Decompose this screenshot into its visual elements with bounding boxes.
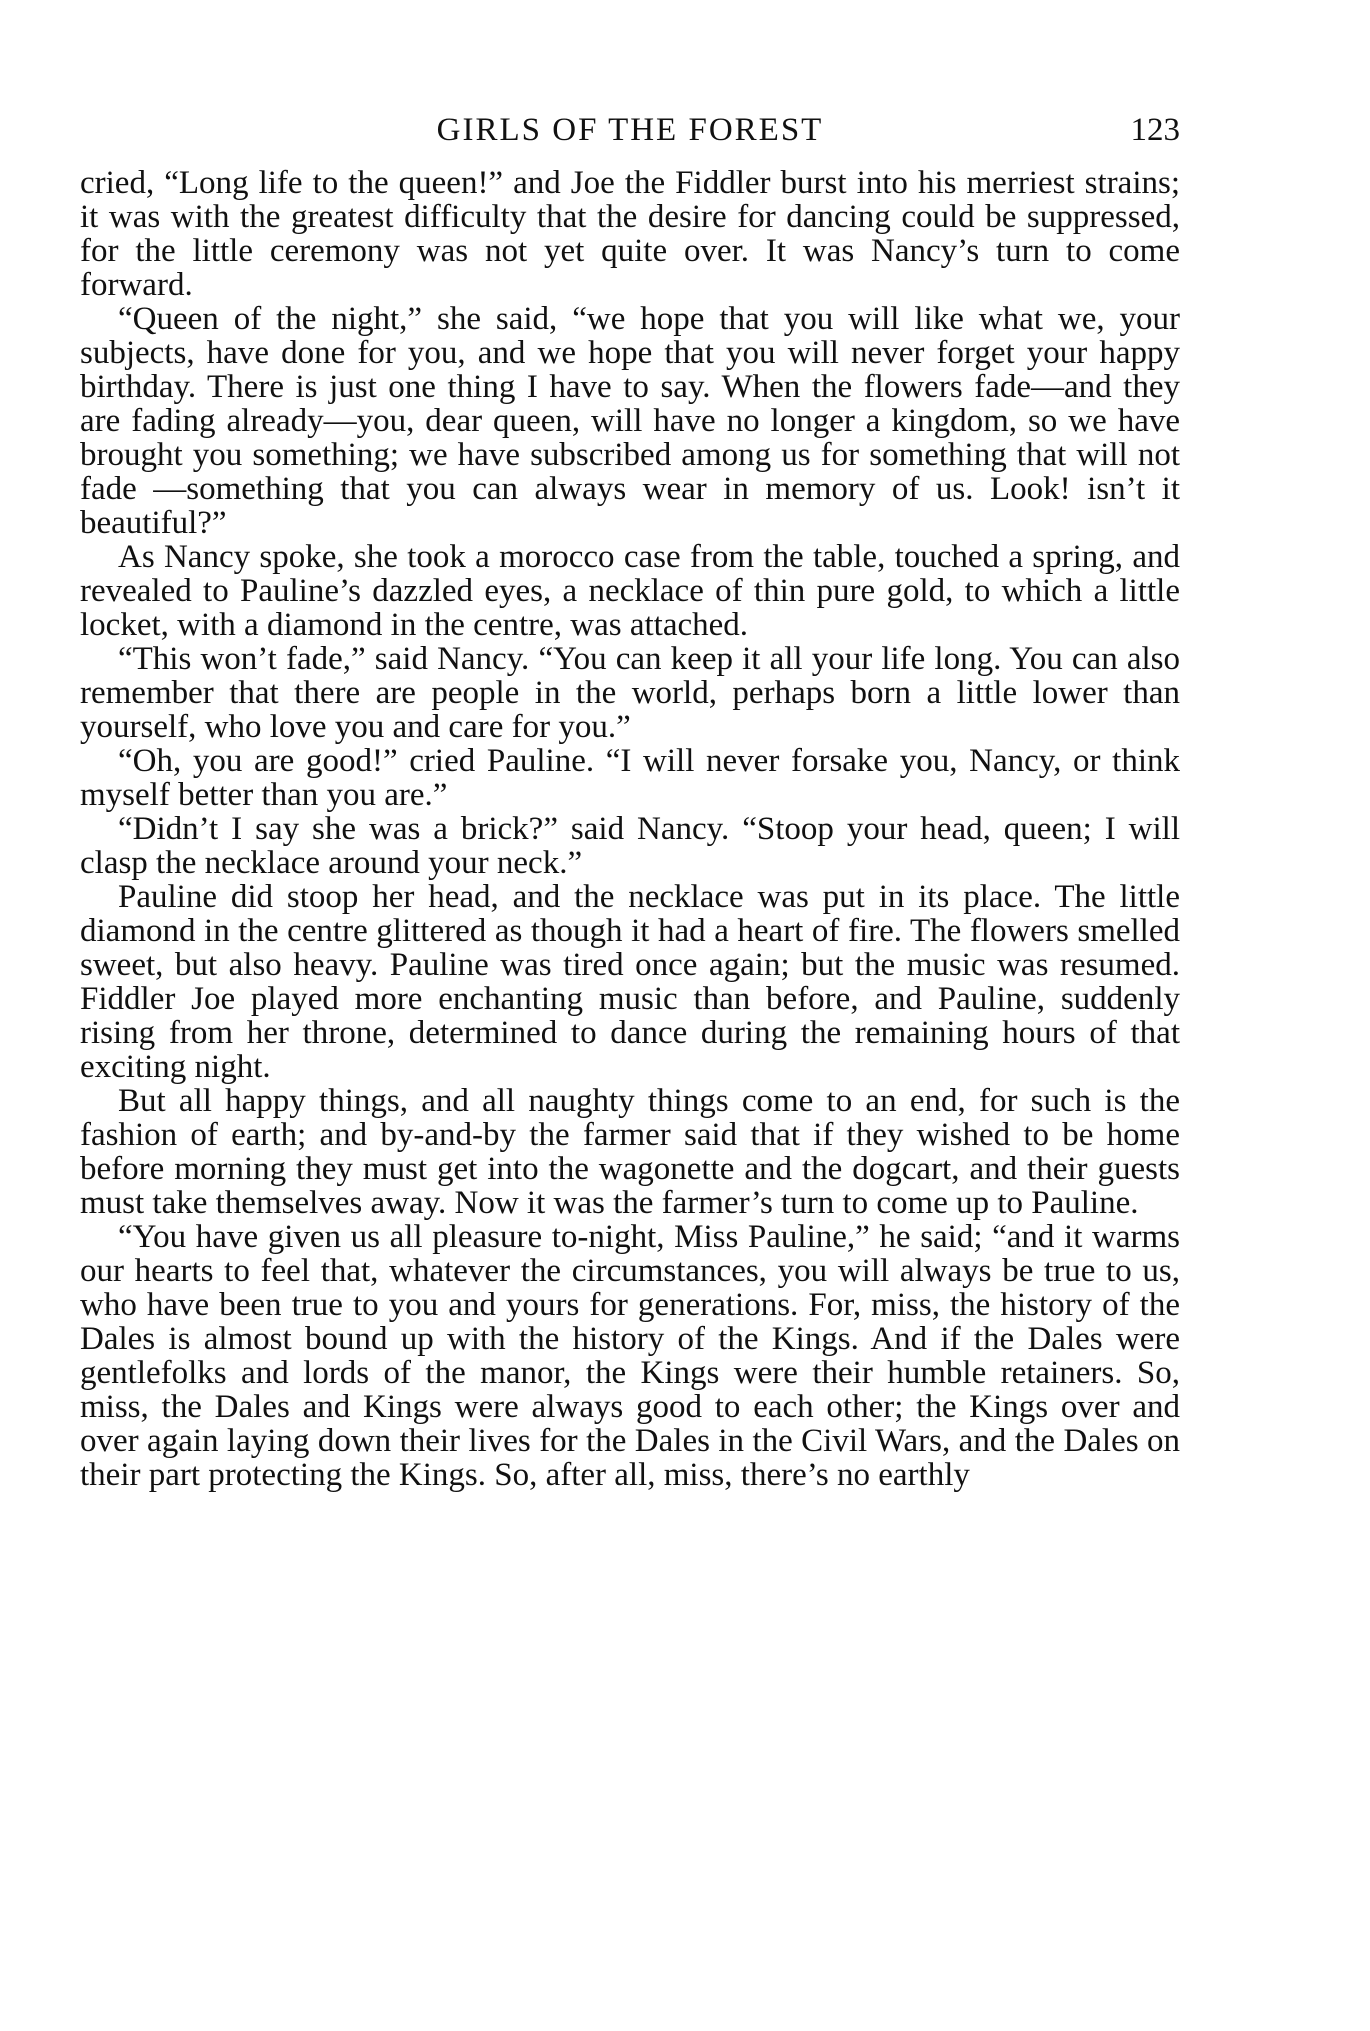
page-number: 123 (1130, 112, 1180, 148)
running-title: GIRLS OF THE FOREST (436, 112, 824, 148)
paragraph: “This won’t fade,” said Nancy. “You can keep it all your life long. You can also remember that there are people in the world, perhaps born a little lower than yourself, who love you and care for you.” (80, 641, 1180, 745)
paragraph: As Nancy spoke, she took a morocco case from the table, touched a spring, and revealed to Pauline’s dazzled eyes, a necklace of thin pure gold, to which a little locket, with a diamond in the centre, was attached. (80, 539, 1180, 643)
paragraph: “Didn’t I say she was a brick?” said Nancy. “Stoop your head, queen; I will clasp the necklace around your neck.” (80, 811, 1180, 881)
body-text (80, 166, 1180, 1492)
paragraph: “Queen of the night,” she said, “we hope that you will like what we, your subjects, have done for you, and we hope that you will never forget your happy birthday. There is just one thing I have to say. When the flowers fade—and they are fading already—you, dear queen, will have no longer a kingdom, so we have brought you something; we have subscribed among us for something that will not fade —something that you can always wear in memory of us. Look! isn’t it beautiful?” (80, 301, 1180, 541)
paragraph: Pauline did stoop her head, and the necklace was put in its place. The little diamond in the centre glittered as though it had a heart of fire. The flowers smelled sweet, but also heavy. Pauline was tired once again; but the music was resumed. Fiddler Joe played more enchanting music than before, and Pauline, suddenly rising from her throne, determined to dance during the remaining hours of that exciting night. (80, 879, 1180, 1085)
paragraph: “Oh, you are good!” cried Pauline. “I will never forsake you, Nancy, or think myself better than you are.” (80, 743, 1180, 813)
paragraph: cried, “Long life to the queen!” and Joe the Fiddler burst into his merriest strains; it was with the greatest difficulty that the desire for dancing could be suppressed, for the little ceremony was not yet quite over. It was Nancy’s turn to come forward. (80, 165, 1180, 303)
paragraph: “You have given us all pleasure to-night, Miss Pauline,” he said; “and it warms our hearts to feel that, whatever the circumstances, you will always be true to us, who have been true to you and yours for generations. For, miss, the history of the Dales is almost bound up with the history of the Kings. And if the Dales were gentlefolks and lords of the manor, the Kings were their humble retainers. So, miss, the Dales and Kings were always good to each other; the Kings over and over again laying down their lives for the Dales in the Civil Wars, and the Dales on their part protecting the Kings. So, after all, miss, there’s no earthly (80, 1219, 1180, 1493)
paragraph: But all happy things, and all naughty things come to an end, for such is the fashion of earth; and by-and-by the farmer said that if they wished to be home before morning they must get into the wagonette and the dogcart, and their guests must take themselves away. Now it was the farmer’s turn to come up to Pauline. (80, 1083, 1180, 1221)
book-page (80, 108, 1180, 1492)
page-header (80, 108, 1180, 156)
